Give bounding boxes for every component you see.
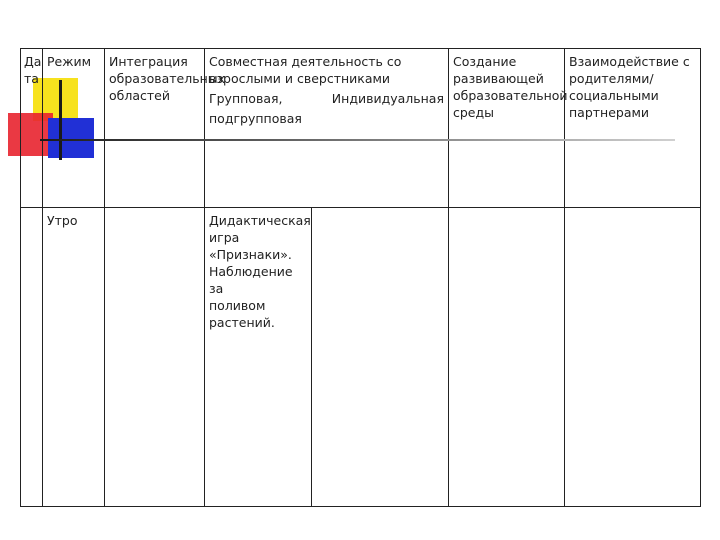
cell-joint-group: Дидактическая игра «Признаки». Наблюдение за поливом растений. bbox=[205, 208, 312, 507]
header-date: Дата bbox=[21, 49, 43, 208]
header-environment: Создание развивающей образовательной среды bbox=[449, 49, 565, 208]
header-regime: Режим bbox=[43, 49, 105, 208]
header-integration: Интеграция образовательных областей bbox=[105, 49, 205, 208]
header-joint-group: Групповая, bbox=[209, 91, 283, 106]
schedule-table bbox=[20, 48, 701, 507]
header-joint-activity bbox=[205, 49, 449, 208]
cell-integration bbox=[105, 208, 205, 507]
cell-interaction bbox=[565, 208, 701, 507]
header-interaction: Взаимодействие с родителями/социальными партнерами bbox=[565, 49, 701, 208]
table-row bbox=[21, 208, 701, 507]
decor-horizontal-line bbox=[40, 139, 675, 141]
header-row bbox=[21, 49, 701, 208]
header-joint-subgroup: подгрупповая bbox=[209, 111, 302, 126]
decor-vertical-line bbox=[59, 80, 62, 160]
header-joint-title: Совместная деятельность со взрослыми и сверстниками bbox=[209, 54, 402, 86]
cell-regime: Утро bbox=[43, 208, 105, 507]
cell-date bbox=[21, 208, 43, 507]
cell-environment bbox=[449, 208, 565, 507]
header-joint-individual: Индивидуальная bbox=[331, 91, 444, 106]
cell-joint-individual bbox=[312, 208, 449, 507]
